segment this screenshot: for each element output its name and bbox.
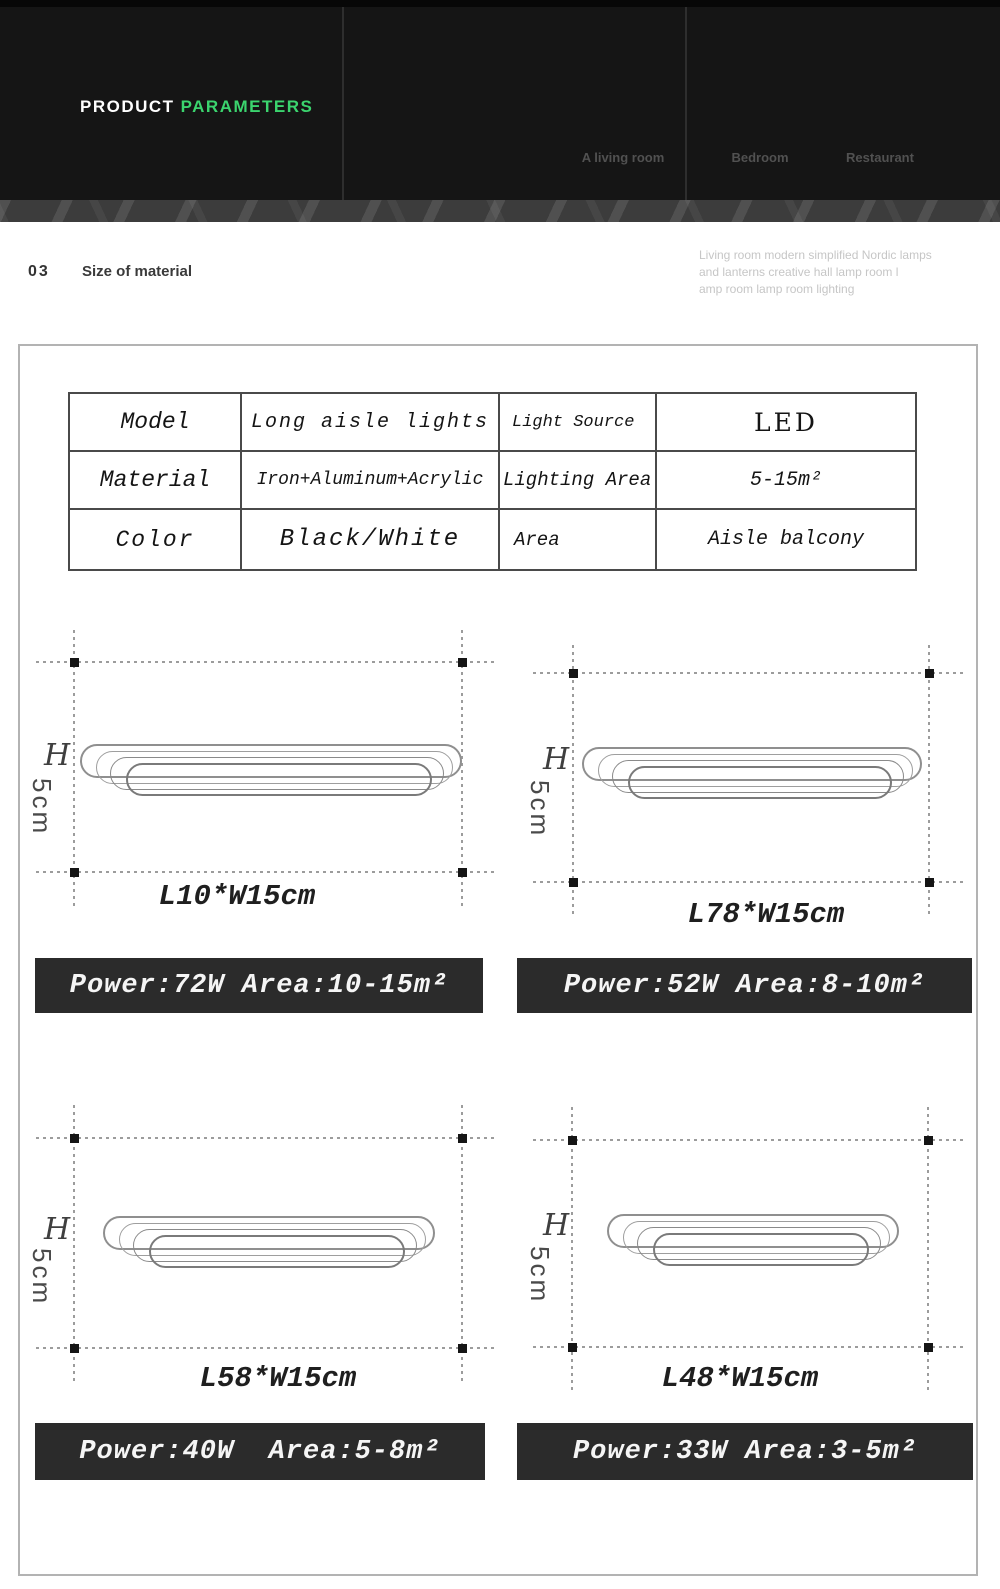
dimension-line [36,661,497,663]
dimension-marker [569,878,578,887]
dimension-marker [458,1134,467,1143]
lamp-illustration [103,1216,435,1266]
dimension-line [533,672,967,674]
dimension-line [73,630,75,908]
spec-cell-model-label: Model [70,394,242,452]
size-label: L78*W15cm [687,898,845,931]
size-label: L48*W15cm [661,1362,819,1395]
section-description-line: Living room modern simplified Nordic lamps [699,248,932,262]
dimension-marker [458,658,467,667]
height-value: 5cm [27,778,57,837]
dimension-line [73,1105,75,1385]
power-banner: Power:33W Area:3-5m² [517,1423,973,1480]
dimension-marker [458,868,467,877]
spec-cell-material-label: Material [70,452,242,510]
height-value: 5cm [525,1246,555,1305]
spec-cell-area-value: Aisle balcony [707,528,865,551]
height-label: H [44,738,71,773]
height-label: H [543,742,570,777]
spec-cell-color-label: Color [70,510,242,569]
power-banner: Power:52W Area:8-10m² [517,958,972,1013]
spec-table [68,392,917,571]
height-value: 5cm [27,1248,57,1307]
height-value: 5cm [525,780,555,839]
room-label-living-room: A living room [581,150,665,165]
dimension-marker [568,1136,577,1145]
spec-cell-lightingarea-label: Lighting Area [500,452,657,510]
room-label-restaurant: Restaurant [846,150,914,165]
dimension-line [461,1105,463,1385]
power-banner: Power:40W Area:5-8m² [35,1423,485,1480]
lamp-illustration [607,1214,899,1264]
dimension-marker [70,868,79,877]
dimension-line [533,881,967,883]
room-label-bedroom: Bedroom [731,150,789,165]
section-description-line: and lanterns creative hall lamp room l [699,265,899,279]
hero-top-edge [0,0,1000,7]
size-label: L10*W15cm [158,880,316,913]
dimension-marker [569,669,578,678]
dimension-marker [924,1343,933,1352]
hero-panel-divider [342,7,344,200]
dimension-line [533,1346,967,1348]
dimension-marker [70,1134,79,1143]
spec-cell-material-value: Iron+Aluminum+Acrylic [242,452,500,510]
height-label: H [44,1212,71,1247]
height-label: H [543,1208,570,1243]
spec-cell-area-label: Area [500,510,657,569]
dimension-marker [70,1344,79,1353]
power-banner: Power:72W Area:10-15m² [35,958,483,1013]
page-title [80,97,313,117]
hero-panel-divider [685,7,687,200]
page-title-accent: PARAMETERS [180,97,314,116]
size-label: L58*W15cm [199,1362,357,1395]
dimension-marker [925,878,934,887]
lamp-illustration [80,744,462,794]
dimension-line [36,1137,497,1139]
dimension-marker [568,1343,577,1352]
dimension-line [36,1347,497,1349]
section-title: Size of material [82,263,193,280]
dimension-marker [925,669,934,678]
dimension-line [533,1139,967,1141]
section-description-line: amp room lamp room lighting [699,282,855,296]
lamp-illustration [582,747,922,799]
dimension-marker [70,658,79,667]
section-number: 03 [28,263,50,280]
spec-cell-color-value: Black/White [242,510,500,569]
dimension-marker [458,1344,467,1353]
dimension-line [36,871,497,873]
dimension-marker [924,1136,933,1145]
spec-cell-lightsource-label: Light Source [500,394,657,452]
hero-banner [0,0,1000,222]
section-description [699,247,959,298]
spec-cell-model-value: Long aisle lights [242,394,500,452]
spec-cell-lightingarea-value: 5-15m² [657,452,915,510]
hero-bottom-strip [0,200,1000,222]
spec-cell-lightsource-value: LED [657,394,915,452]
page-title-primary: PRODUCT [80,97,175,116]
